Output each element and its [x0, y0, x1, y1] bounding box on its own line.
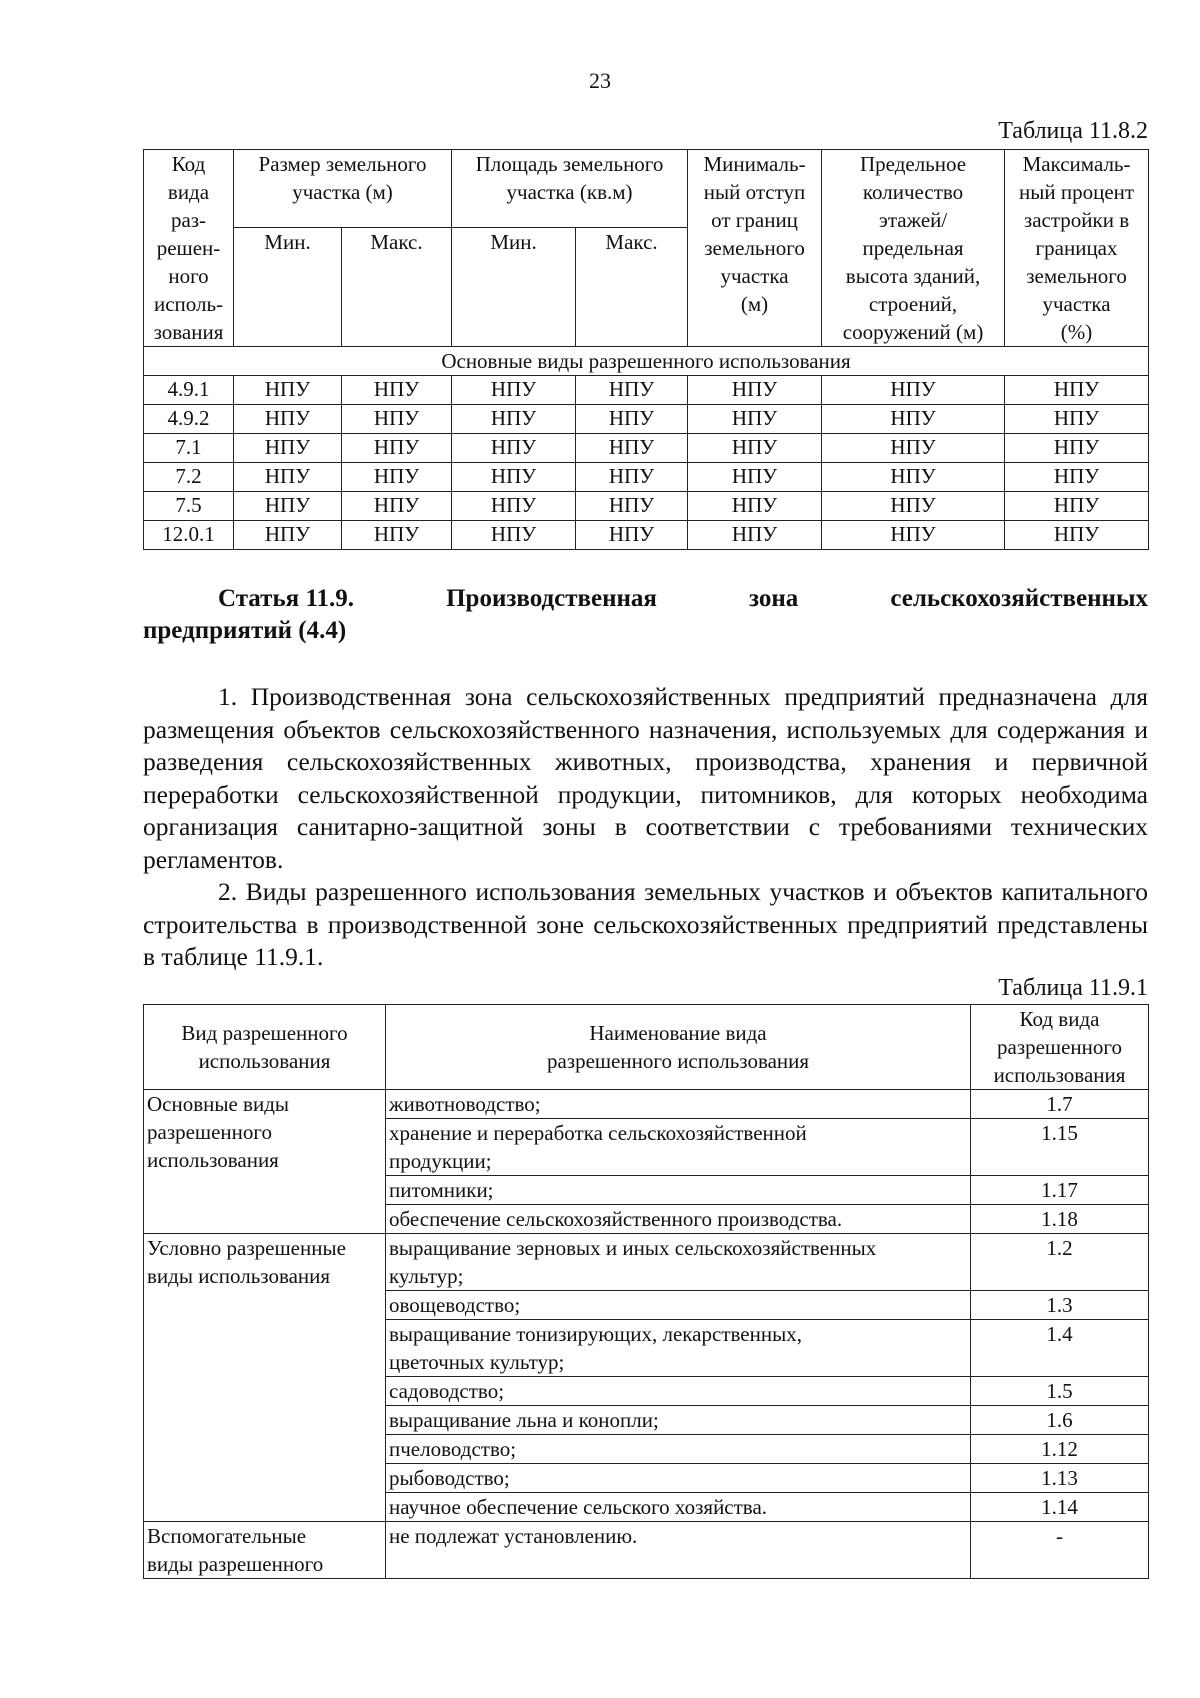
value-cell: НПУ	[234, 521, 342, 550]
value-cell: НПУ	[452, 376, 576, 405]
value-cell: НПУ	[342, 521, 452, 550]
table-row	[144, 405, 1149, 434]
value-cell: НПУ	[822, 405, 1005, 434]
header-code: Код вида раз- решен- ного исполь- зования	[144, 150, 234, 347]
use-code-cell: 1.7	[971, 1090, 1149, 1119]
restrictions-table	[143, 149, 1149, 550]
table-caption: Таблица 11.9.1	[998, 975, 1148, 1001]
value-cell: НПУ	[688, 405, 822, 434]
table-row	[144, 434, 1149, 463]
header-size-max: Макс.	[342, 228, 452, 347]
value-cell: НПУ	[234, 463, 342, 492]
code-cell: 7.2	[144, 463, 234, 492]
use-name-cell: овощеводство;	[386, 1291, 971, 1320]
table-row	[144, 1234, 1149, 1291]
value-cell: НПУ	[576, 405, 688, 434]
section-row: Основные виды разрешенного использования	[144, 347, 1149, 376]
value-cell: НПУ	[452, 405, 576, 434]
value-cell: НПУ	[576, 492, 688, 521]
use-name-cell: выращивание зерновых и иных сельскохозяйственных культур;	[386, 1234, 971, 1291]
value-cell: НПУ	[452, 463, 576, 492]
value-cell: НПУ	[1005, 405, 1149, 434]
use-name-cell: хранение и переработка сельскохозяйственной продукции;	[386, 1119, 971, 1176]
use-code-cell: 1.17	[971, 1176, 1149, 1205]
use-name-cell: животноводство;	[386, 1090, 971, 1119]
code-cell: 7.5	[144, 492, 234, 521]
heading-word: зона	[749, 585, 799, 612]
use-code-cell: 1.12	[971, 1435, 1149, 1464]
article-heading	[143, 583, 1148, 647]
use-name-cell: не подлежат установлению.	[386, 1522, 971, 1579]
code-cell: 4.9.2	[144, 405, 234, 434]
group-label: Основные виды разрешенного использования	[144, 1090, 386, 1234]
use-name-cell: пчеловодство;	[386, 1435, 971, 1464]
value-cell: НПУ	[822, 376, 1005, 405]
value-cell: НПУ	[1005, 521, 1149, 550]
value-cell: НПУ	[688, 463, 822, 492]
value-cell: НПУ	[234, 405, 342, 434]
header-area-min: Мин.	[452, 228, 576, 347]
table-row	[144, 376, 1149, 405]
header-size-min: Мин.	[234, 228, 342, 347]
code-cell: 4.9.1	[144, 376, 234, 405]
use-code-cell: 1.2	[971, 1234, 1149, 1291]
value-cell: НПУ	[1005, 492, 1149, 521]
use-code-cell: 1.14	[971, 1493, 1149, 1522]
header-use-code: Код вида разрешенного использования	[971, 1005, 1149, 1090]
value-cell: НПУ	[576, 376, 688, 405]
table-row	[144, 492, 1149, 521]
header-area-max: Макс.	[576, 228, 688, 347]
use-name-cell: рыбоводство;	[386, 1464, 971, 1493]
value-cell: НПУ	[342, 405, 452, 434]
value-cell: НПУ	[452, 492, 576, 521]
group-label: Вспомогательные виды разрешенного	[144, 1522, 386, 1579]
code-cell: 7.1	[144, 434, 234, 463]
value-cell: НПУ	[576, 463, 688, 492]
use-code-cell: 1.6	[971, 1406, 1149, 1435]
header-plot-size: Размер земельного участка (м)	[234, 150, 452, 228]
value-cell: НПУ	[234, 434, 342, 463]
use-code-cell: 1.13	[971, 1464, 1149, 1493]
value-cell: НПУ	[576, 521, 688, 550]
header-use-name: Наименование вида разрешенного использования	[386, 1005, 971, 1090]
header-use-type: Вид разрешенного использования	[144, 1005, 386, 1090]
value-cell: НПУ	[1005, 376, 1149, 405]
header-plot-area: Площадь земельного участка (кв.м)	[452, 150, 688, 228]
table-row	[144, 1522, 1149, 1579]
value-cell: НПУ	[342, 376, 452, 405]
use-name-cell: обеспечение сельскохозяйственного производства.	[386, 1205, 971, 1234]
use-code-cell: 1.3	[971, 1291, 1149, 1320]
header-floors: Предельное количество этажей/ предельная высота зданий, строений, сооружений (м)	[822, 150, 1005, 347]
use-name-cell: выращивание льна и конопли;	[386, 1406, 971, 1435]
use-code-cell: 1.5	[971, 1377, 1149, 1406]
use-name-cell: питомники;	[386, 1176, 971, 1205]
value-cell: НПУ	[452, 521, 576, 550]
value-cell: НПУ	[234, 376, 342, 405]
value-cell: НПУ	[342, 463, 452, 492]
use-code-cell: 1.15	[971, 1119, 1149, 1176]
value-cell: НПУ	[576, 434, 688, 463]
group-label: Условно разрешенные виды использования	[144, 1234, 386, 1522]
value-cell: НПУ	[688, 434, 822, 463]
table-row	[144, 463, 1149, 492]
use-name-cell: садоводство;	[386, 1377, 971, 1406]
value-cell: НПУ	[1005, 463, 1149, 492]
value-cell: НПУ	[342, 434, 452, 463]
use-code-cell: 1.18	[971, 1205, 1149, 1234]
header-coverage: Максималь- ный процент застройки в границах земельного участка (%)	[1005, 150, 1149, 347]
table-row	[144, 1090, 1149, 1119]
land-use-table	[143, 1004, 1149, 1579]
code-cell: 12.0.1	[144, 521, 234, 550]
value-cell: НПУ	[822, 521, 1005, 550]
paragraph-1: 1. Производственная зона сельскохозяйственных предприятий предназначена для размещения объектов сельскохозяйственного назначения, используемых для содержания и разведения сельскохозяйственных животных, производства, хранения и первичной переработки сельскохозяйственной продукции, питомников, для которых необходима организация санитарно-защитной зоны в соответствии с требованиями технических регламентов.	[143, 682, 1148, 874]
value-cell: НПУ	[688, 521, 822, 550]
use-code-cell: 1.4	[971, 1320, 1149, 1377]
use-code-cell: -	[971, 1522, 1149, 1579]
header-setback: Минималь- ный отступ от границ земельного участка (м)	[688, 150, 822, 347]
value-cell: НПУ	[822, 434, 1005, 463]
value-cell: НПУ	[1005, 434, 1149, 463]
value-cell: НПУ	[688, 492, 822, 521]
value-cell: НПУ	[822, 463, 1005, 492]
value-cell: НПУ	[822, 492, 1005, 521]
article-body	[143, 681, 1148, 974]
table-row	[144, 521, 1149, 550]
heading-word: сельскохозяйственных	[890, 585, 1148, 612]
value-cell: НПУ	[342, 492, 452, 521]
heading-line2: предприятий (4.4)	[143, 617, 347, 644]
table-caption: Таблица 11.8.2	[998, 118, 1148, 144]
heading-word: Производственная	[446, 585, 657, 612]
use-name-cell: научное обеспечение сельского хозяйства.	[386, 1493, 971, 1522]
value-cell: НПУ	[234, 492, 342, 521]
paragraph-2: 2. Виды разрешенного использования земельных участков и объектов капитального строительства в производственной зоне сельскохозяйственных предприятий представлены в таблице 11.9.1.	[143, 877, 1148, 971]
value-cell: НПУ	[688, 376, 822, 405]
heading-word: Статья 11.9.	[218, 585, 355, 612]
use-name-cell: выращивание тонизирующих, лекарственных, цветочных культур;	[386, 1320, 971, 1377]
value-cell: НПУ	[452, 434, 576, 463]
page-number: 23	[589, 68, 611, 93]
